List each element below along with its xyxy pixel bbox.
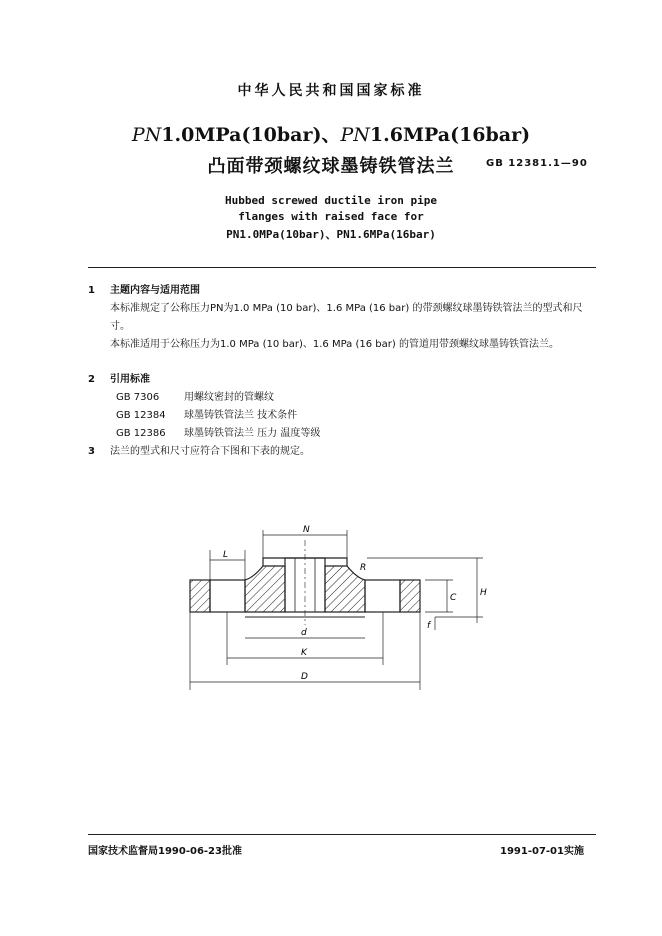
title-english-line-2: flanges with raised face for bbox=[238, 210, 424, 223]
title-english-line-3: PN1.0MPa(10bar)、PN1.6MPa(16bar) bbox=[226, 228, 436, 241]
paragraph: 本标准规定了公称压力PN为1.0 MPa (10 bar)、1.6 MPa (16 bar) 的带颈螺纹球墨铸铁管法兰的型式和尺寸。 bbox=[110, 303, 583, 332]
standard-code: GB 12381.1—90 bbox=[486, 158, 588, 169]
title-pn-a: PN bbox=[131, 124, 162, 146]
section-3 bbox=[88, 443, 598, 461]
dim-label-f: f bbox=[427, 621, 431, 631]
reference-item bbox=[88, 425, 598, 443]
flange-section-right bbox=[325, 566, 420, 612]
dim-label-d-outer: D bbox=[301, 672, 308, 682]
dim-label-k: K bbox=[301, 648, 307, 658]
section-1 bbox=[88, 282, 598, 354]
section-heading: 主题内容与适用范围 bbox=[110, 285, 200, 296]
reference-name: 球墨铸铁管法兰 技术条件 bbox=[184, 410, 298, 421]
reference-name: 用螺纹密封的管螺纹 bbox=[184, 392, 274, 403]
section-number: 1 bbox=[88, 285, 95, 296]
reference-item bbox=[88, 407, 598, 425]
title-rating-a: 1.0MPa(10bar)、 bbox=[161, 124, 341, 146]
title-rating-b: 1.6MPa(16bar) bbox=[369, 124, 531, 146]
title-rating-line bbox=[0, 120, 662, 147]
flange-drawing bbox=[185, 520, 495, 700]
reference-code: GB 12384 bbox=[116, 410, 166, 421]
bottom-rule bbox=[88, 834, 596, 835]
dim-label-n: N bbox=[303, 525, 310, 535]
section-number: 3 bbox=[88, 446, 95, 457]
flange-section-left bbox=[190, 566, 285, 612]
top-rule bbox=[88, 267, 596, 268]
paragraph: 本标准适用于公称压力为1.0 MPa (10 bar)、1.6 MPa (16 bar) 的管道用带颈螺纹球墨铸铁管法兰。 bbox=[110, 339, 559, 350]
title-chinese: 凸面带颈螺纹球墨铸铁管法兰 bbox=[207, 156, 455, 177]
approval-date: 国家技术监督局1990-06-23批准 bbox=[88, 846, 242, 857]
dim-label-h: H bbox=[480, 588, 487, 598]
reference-name: 球墨铸铁管法兰 压力 温度等级 bbox=[184, 428, 321, 439]
publisher-header: 中华人民共和国国家标准 bbox=[237, 83, 425, 99]
section-number: 2 bbox=[88, 374, 95, 385]
reference-code: GB 7306 bbox=[116, 392, 160, 403]
section-2 bbox=[88, 371, 598, 443]
effective-date: 1991-07-01实施 bbox=[500, 846, 584, 857]
reference-code: GB 12386 bbox=[116, 428, 166, 439]
section-heading: 引用标准 bbox=[110, 374, 150, 385]
flange-bore bbox=[285, 540, 325, 625]
section-heading: 法兰的型式和尺寸应符合下图和下表的规定。 bbox=[110, 446, 310, 457]
reference-item bbox=[88, 389, 598, 407]
dim-label-r: R bbox=[360, 563, 367, 573]
dim-label-l: L bbox=[223, 550, 229, 560]
title-pn-b: PN bbox=[340, 124, 370, 146]
title-english-line-1: Hubbed screwed ductile iron pipe bbox=[225, 194, 437, 207]
dim-label-d: d bbox=[301, 628, 307, 638]
dim-label-c: C bbox=[450, 593, 457, 603]
